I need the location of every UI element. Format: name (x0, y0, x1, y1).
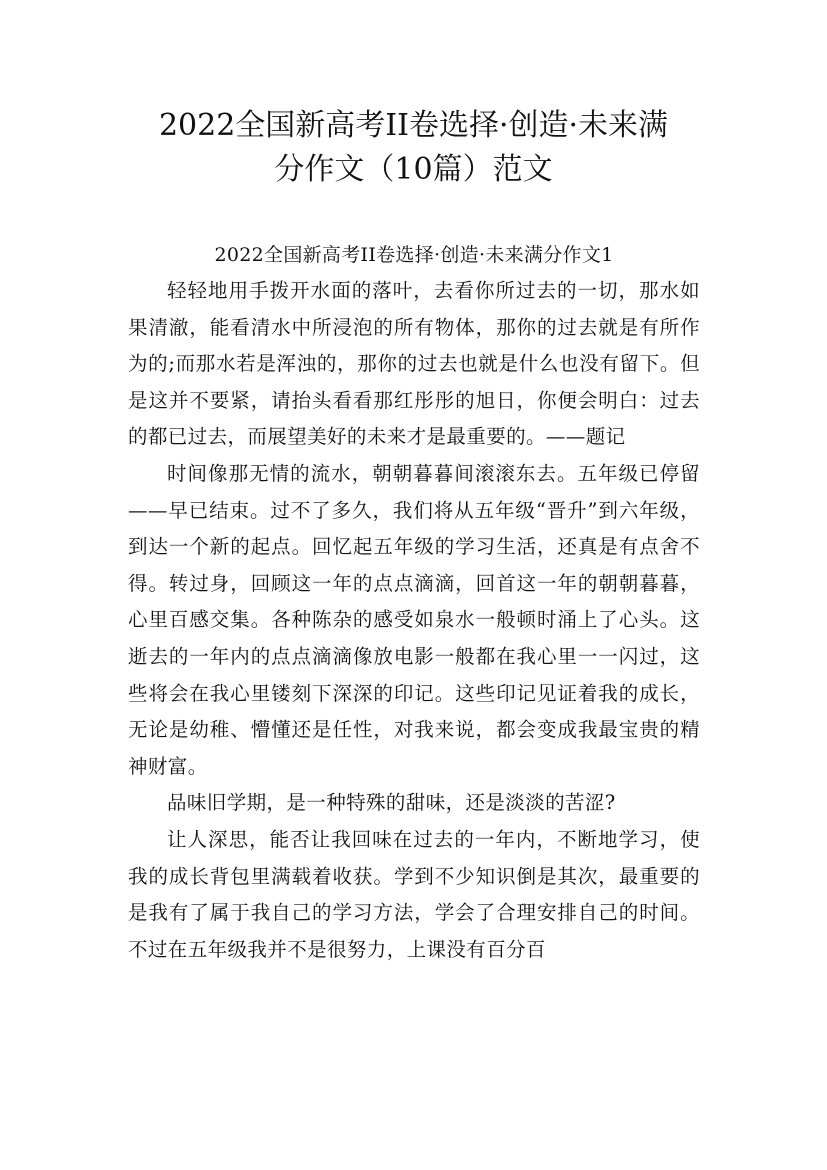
document-title-line-2: 分作文（10篇）范文 (274, 152, 553, 187)
paragraph-2: 时间像那无情的流水，朝朝暮暮间滚滚东去。五年级已停留——早已结束。过不了多久，我们将从五年级“晋升”到六年级，到达一个新的起点。回忆起五年级的学习生活，还真是有点舍不得。转过身，回顾这一年的点点滴滴，回首这一年的朝朝暮暮，心里百感交集。各种陈杂的感受如泉水一般顿时涌上了心头。这逝去的一年内的点点滴滴像放电影一般都在我心里一一闪过，这些将会在我心里镂刻下深深的印记。这些印记见证着我的成长，无论是幼稚、懵懂还是任性，对我来说，都会变成我最宝贵的精神财富。 (128, 461, 700, 778)
paragraph-4: 让人深思，能否让我回味在过去的一年内，不断地学习，使我的成长背包里满载着收获。学到不少知识倒是其次，最重要的是我有了属于我自己的学习方法，学会了合理安排自己的时间。不过在五年级我并不是很努力，上课没有百分百 (128, 827, 700, 961)
essay-body (128, 273, 700, 968)
document-title-line-1: 2022全国新高考II卷选择·创造·未来满 (158, 108, 669, 143)
paragraph-3: 品味旧学期，是一种特殊的甜味，还是淡淡的苦涩? (167, 791, 616, 815)
essay-heading: 2022全国新高考II卷选择·创造·未来满分作文1 (214, 244, 614, 266)
paragraph-1: 轻轻地用手拨开水面的落叶，去看你所过去的一切，那水如果清澈，能看清水中所浸泡的所有物体，那你的过去就是有所作为的;而那水若是浑浊的，那你的过去也就是什么也没有留下。但是这并不要紧，请抬头看看那红彤彤的旭日，你便会明白：过去的都已过去，而展望美好的未来才是最重要的。——题记 (128, 279, 700, 449)
